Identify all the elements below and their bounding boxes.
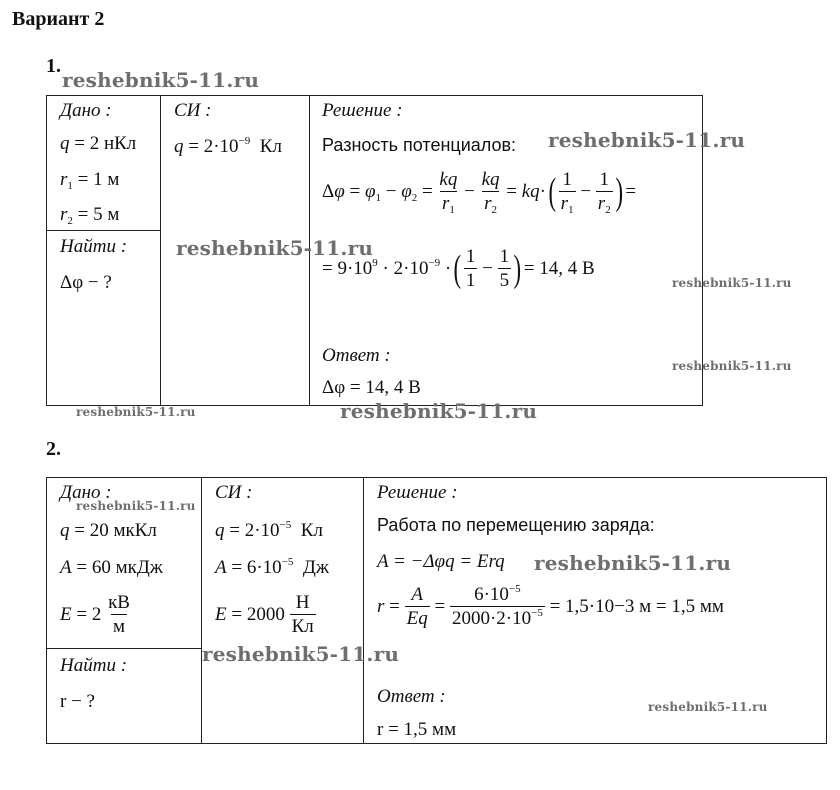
- p1-find-header: Найти :: [60, 236, 128, 257]
- watermark: reshebnik5-11.ru: [62, 68, 260, 92]
- p2-find-value: r − ?: [60, 691, 95, 712]
- p2-given-A: A = 60 мкДж: [60, 557, 163, 578]
- p2-given-q: q = 20 мкКл: [60, 520, 157, 541]
- p2-given-E: E = 2 $\frac{кВ}{м}$: [60, 592, 130, 637]
- p2-formula-work: A = −Δφq = Erq: [377, 551, 505, 572]
- watermark: reshebnik5-11.ru: [672, 359, 792, 373]
- p1-si-header: СИ :: [174, 100, 212, 121]
- p2-formula-r: r = $\frac{A}{Eq}$ = $\frac{6\cdot 10^{-5}}{2000\cdot 2\cdot 10^{-5}}$ = 1,5·10−3 м = 1,5 мм: [377, 583, 724, 629]
- problem-2-divider-find: [46, 648, 201, 649]
- p2-solution-text: Работа по перемещению заряда:: [377, 515, 655, 535]
- p2-si-header: СИ :: [215, 482, 253, 503]
- problem-1-number: 1.: [46, 55, 61, 77]
- problem-1-divider-given: [160, 95, 161, 406]
- problem-1-divider-find: [46, 230, 160, 231]
- problem-2-divider-si: [363, 477, 364, 744]
- p2-answer-value: r = 1,5 мм: [377, 719, 457, 740]
- p2-given-header: Дано :: [60, 482, 112, 503]
- p2-si-A: $A = 6\cdot 10^{-5}$ Дж: [215, 556, 329, 578]
- p2-si-E: E = 2000 $\frac{Н}{Кл}$: [215, 592, 314, 637]
- p1-solution-header: Решение :: [322, 100, 403, 121]
- watermark: reshebnik5-11.ru: [202, 642, 400, 666]
- p1-formula-1: $\Delta\varphi = \varphi_1 - \varphi_2$ = $\frac{kq}{r_1}$ − $\frac{kq}{r_2}$ = kq· ( $\frac{1}{r_1}$ − $\frac{1}{r_2}$ ) =: [322, 169, 637, 216]
- p1-solution-text: Разность потенциалов:: [322, 135, 517, 155]
- p1-si-q: $q = 2\cdot 10^{-9}$ Кл: [174, 135, 282, 157]
- watermark: reshebnik5-11.ru: [76, 499, 196, 513]
- watermark: reshebnik5-11.ru: [340, 399, 538, 423]
- page-title: Вариант 2: [12, 8, 105, 30]
- problem-2-divider-given: [201, 477, 202, 744]
- p2-solution-header: Решение :: [377, 482, 458, 503]
- p1-given-q: q = 2 нКл: [60, 133, 137, 154]
- p1-given-header: Дано :: [60, 100, 112, 121]
- p1-formula-2: = $9\cdot 10^9 \cdot 2\cdot 10^{-9}$ · ( $\frac{1}{1}$ − $\frac{1}{5}$ ) = 14, 4 В: [322, 246, 595, 291]
- p1-given-r2: $r_2 = 5$ м: [60, 204, 120, 227]
- watermark: reshebnik5-11.ru: [534, 551, 732, 575]
- p1-find-value: Δφ − ?: [60, 272, 112, 293]
- p1-given-r1: $r_1 = 1$ м: [60, 169, 120, 192]
- p1-answer-value: Δφ = 14, 4 В: [322, 377, 421, 398]
- watermark: reshebnik5-11.ru: [76, 405, 196, 419]
- watermark: reshebnik5-11.ru: [672, 276, 792, 290]
- problem-2-number: 2.: [46, 438, 61, 460]
- p2-si-q: $q = 2\cdot 10^{-5}$ Кл: [215, 519, 323, 541]
- p2-find-header: Найти :: [60, 655, 128, 676]
- p1-answer-header: Ответ :: [322, 345, 391, 366]
- p2-answer-header: Ответ :: [377, 686, 446, 707]
- watermark: reshebnik5-11.ru: [548, 128, 746, 152]
- watermark: reshebnik5-11.ru: [648, 700, 768, 714]
- watermark: reshebnik5-11.ru: [176, 236, 374, 260]
